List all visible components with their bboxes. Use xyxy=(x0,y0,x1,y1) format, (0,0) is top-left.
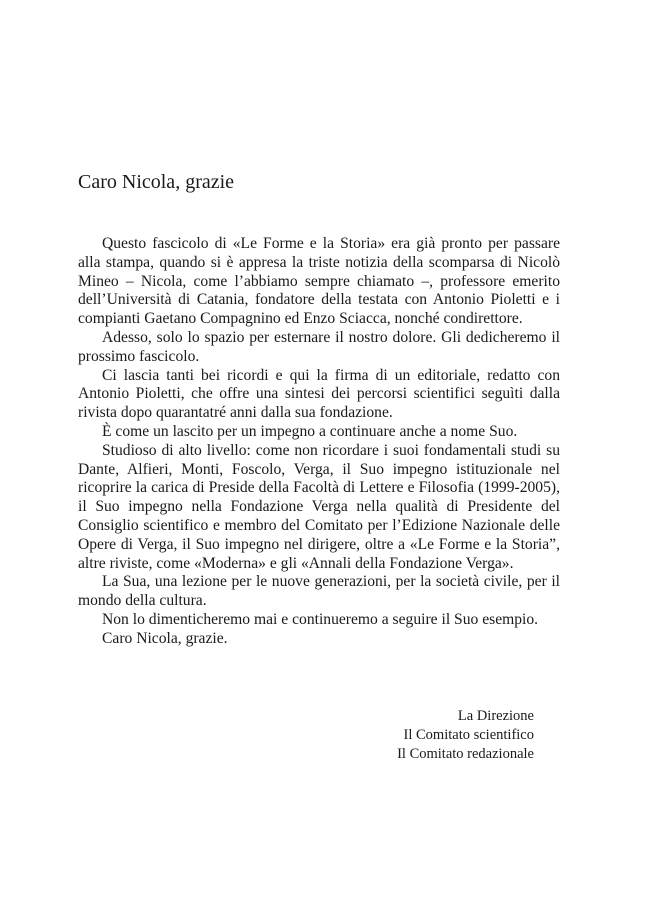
signature-block xyxy=(397,707,534,763)
paragraph: È come un lascito per un impegno a continuare anche a nome Suo. xyxy=(102,422,518,440)
paragraph: Questo fascicolo di «Le Forme e la Storia» era già pronto per passare alla stampa, quando si è appresa la triste notizia della scomparsa di Nicolò Mineo – Nicola, come l’abbiamo sempre chiamato –, professore emerito dell’Università di Catania, fondatore della testata con Antonio Pioletti e i compianti Gaetano Compagnino ed Enzo Sciacca, nonché condirettore. xyxy=(78,235,560,328)
paragraph: Non lo dimenticheremo mai e continueremo a seguire il Suo esempio. xyxy=(102,610,539,628)
signature-direzione: La Direzione xyxy=(457,708,534,724)
editorial-body xyxy=(78,235,560,649)
paragraph: Studioso di alto livello: come non ricordare i suoi fondamentali studi su Dante, Alfieri, Monti, Foscolo, Verga, il Suo impegno istituzionale nel ricoprire la carica di Preside della Facoltà di Lettere e Filosofia (1999-2005), il Suo impegno nella Fondazione Verga nella qualità di Presidente del Consiglio scientifico e membro del Comitato per l’Edizione Nazionale delle Opere di Verga, il Suo impegno nel dirigere, oltre a «Le Forme e la Storia”, altre riviste, come «Moderna» e gli «Annali della Fondazione Verga». xyxy=(78,441,560,572)
page-title: Caro Nicola, grazie xyxy=(78,171,235,193)
paragraph: La Sua, una lezione per le nuove generazioni, per la società civile, per il mondo della cultura. xyxy=(78,573,560,610)
signature-comitato-scientifico: Il Comitato scientifico xyxy=(403,726,534,743)
closing-paragraph: Caro Nicola, grazie. xyxy=(102,629,228,647)
paragraph: Adesso, solo lo spazio per esternare il nostro dolore. Gli dedicheremo il prossimo fascicolo. xyxy=(78,328,560,365)
signature-comitato-redazionale: Il Comitato redazionale xyxy=(397,745,534,762)
paragraph: Ci lascia tanti bei ricordi e qui la firma di un editoriale, redatto con Antonio Pioletti, che offre una sintesi dei percorsi scientifici seguìti dalla rivista dopo quarantatré anni dalla sua fondazione. xyxy=(78,366,560,422)
